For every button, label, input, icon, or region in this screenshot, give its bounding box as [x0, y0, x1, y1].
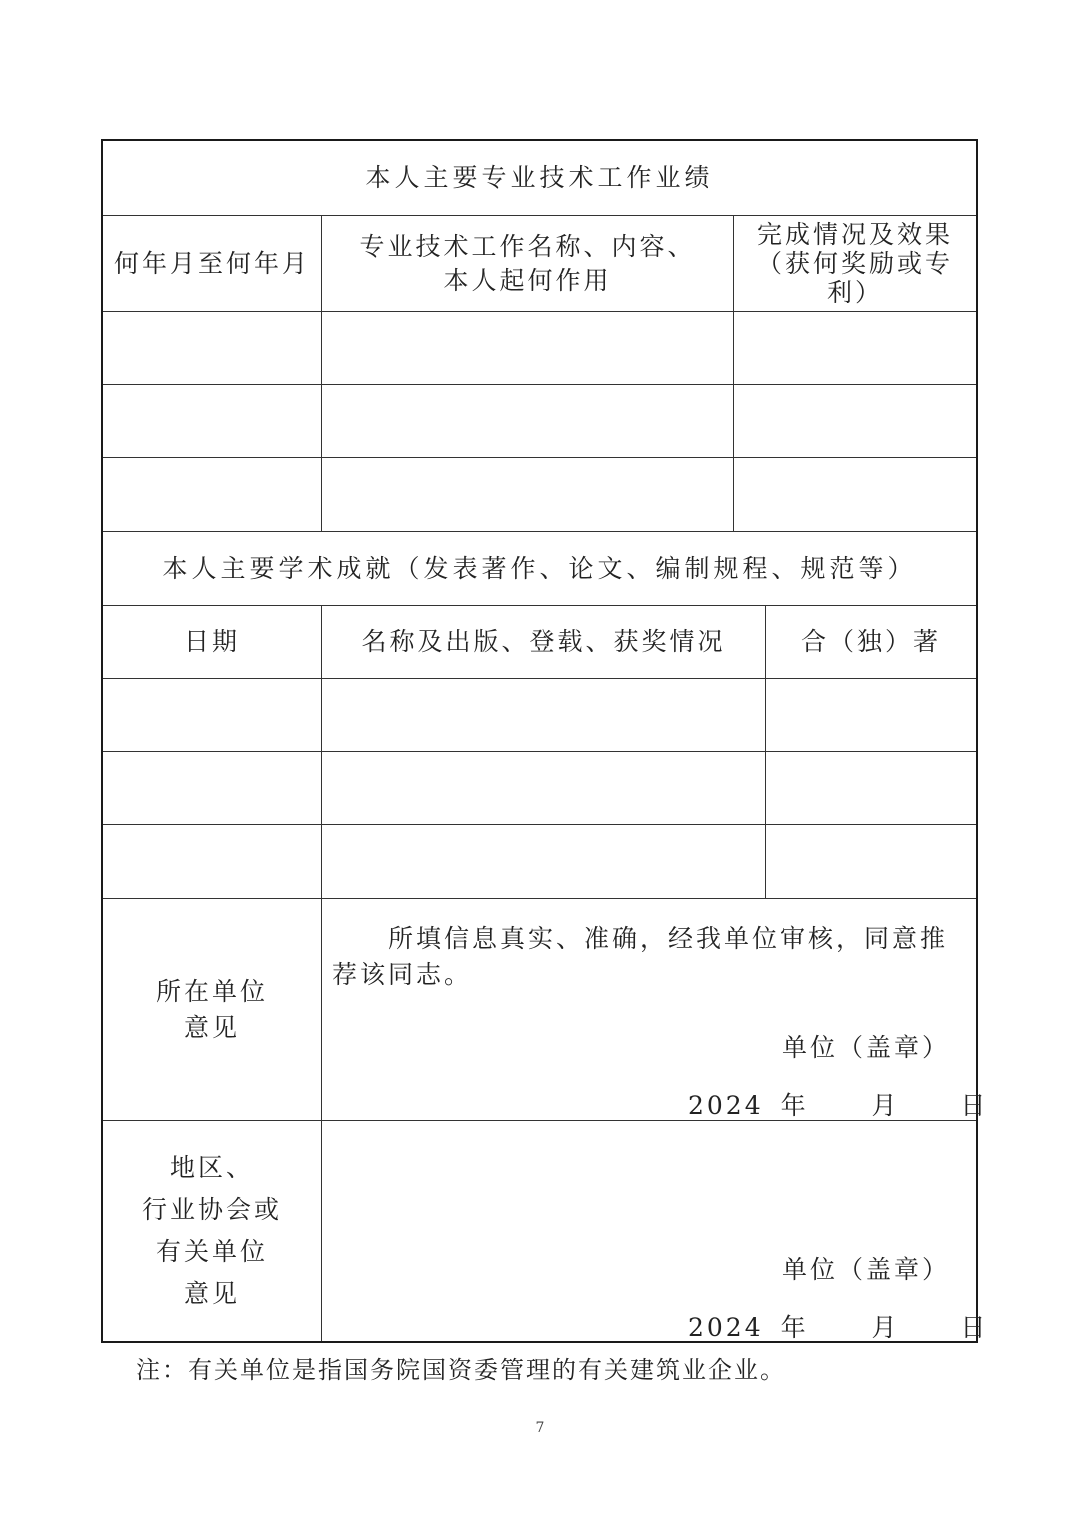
header-date-text: 日期	[183, 627, 240, 656]
s1-row-2-work-field[interactable]	[322, 385, 734, 458]
region-opinion-date-day: 日	[960, 1313, 989, 1342]
unit-opinion-date-year: 2024	[688, 1091, 764, 1120]
s2-row-3-name-field[interactable]	[322, 825, 766, 899]
s2-row-3-authorship-field[interactable]	[766, 825, 976, 899]
region-opinion-label-line-3: 有关单位	[155, 1237, 268, 1266]
unit-opinion-label-line-2: 意见	[183, 1012, 240, 1042]
s1-row-2-result-field[interactable]	[734, 385, 976, 458]
section-2-title-text: 本人主要学术成就（发表著作、论文、编制规程、规范等）	[162, 553, 917, 583]
section-2-header-name	[322, 606, 766, 679]
region-opinion-date-month: 月	[871, 1313, 900, 1342]
section-1-title-text: 本人主要专业技术工作业绩	[365, 163, 714, 192]
header-name-text: 名称及出版、登载、获奖情况	[361, 627, 726, 656]
region-opinion-date	[688, 1311, 989, 1345]
header-authorship-text: 合（独）著	[800, 627, 941, 656]
section-2-title	[103, 532, 976, 606]
section-2-header-authorship	[766, 606, 976, 679]
header-work-line-2: 本人起何作用	[443, 265, 612, 295]
region-opinion-label-line-2: 行业协会或	[141, 1195, 282, 1224]
region-opinion-label-line-4: 意见	[183, 1279, 240, 1308]
application-form-table	[101, 139, 989, 1343]
s2-row-2-authorship-field[interactable]	[766, 752, 976, 825]
footnote: 注：有关单位是指国务院国资委管理的有关建筑业企业。	[136, 1356, 786, 1384]
header-result-line-1: 完成情况及效果	[756, 220, 953, 249]
unit-opinion-label-line-1: 所在单位	[155, 976, 268, 1006]
s2-row-1-authorship-field[interactable]	[766, 679, 976, 752]
s2-row-1-name-field[interactable]	[322, 679, 766, 752]
s1-row-1-work-field[interactable]	[322, 312, 734, 385]
region-opinion-date-year: 2024	[688, 1313, 764, 1342]
unit-opinion-field[interactable]	[322, 899, 989, 1121]
s1-row-3-result-field[interactable]	[734, 458, 976, 532]
unit-opinion-seal: 单位（盖章）	[782, 1033, 951, 1062]
region-opinion-label	[103, 1121, 322, 1341]
region-opinion-field[interactable]	[322, 1121, 989, 1342]
s1-row-1-period-field[interactable]	[103, 312, 322, 385]
section-1-header-period	[103, 216, 322, 312]
region-opinion-date-year-suffix: 年	[780, 1313, 809, 1342]
region-opinion-seal: 单位（盖章）	[782, 1255, 951, 1284]
page-number: 7	[535, 1420, 545, 1436]
s1-row-2-period-field[interactable]	[103, 385, 322, 458]
s2-row-3-date-field[interactable]	[103, 825, 322, 899]
s2-row-1-date-field[interactable]	[103, 679, 322, 752]
unit-opinion-date-year-suffix: 年	[780, 1091, 809, 1120]
unit-opinion-date-day: 日	[960, 1091, 989, 1120]
s2-row-2-name-field[interactable]	[322, 752, 766, 825]
section-1-header-result	[734, 216, 976, 312]
s1-row-1-result-field[interactable]	[734, 312, 976, 385]
section-1-title	[103, 141, 976, 216]
header-period-text: 何年月至何年月	[113, 248, 310, 278]
section-1-header-work	[322, 216, 734, 312]
unit-opinion-label	[103, 899, 322, 1121]
unit-opinion-date	[688, 1089, 989, 1123]
header-result-line-2: （获何奖励或专	[756, 249, 953, 278]
s1-row-3-period-field[interactable]	[103, 458, 322, 532]
section-2-header-date	[103, 606, 322, 679]
unit-opinion-date-month: 月	[871, 1091, 900, 1120]
unit-opinion-statement: 所填信息真实、准确，经我单位审核，同意推荐该同志。	[332, 924, 949, 989]
region-opinion-label-line-1: 地区、	[169, 1153, 254, 1182]
header-work-line-1: 专业技术工作名称、内容、	[359, 231, 696, 261]
header-result-line-3: 利）	[826, 278, 883, 307]
s2-row-2-date-field[interactable]	[103, 752, 322, 825]
s1-row-3-work-field[interactable]	[322, 458, 734, 532]
